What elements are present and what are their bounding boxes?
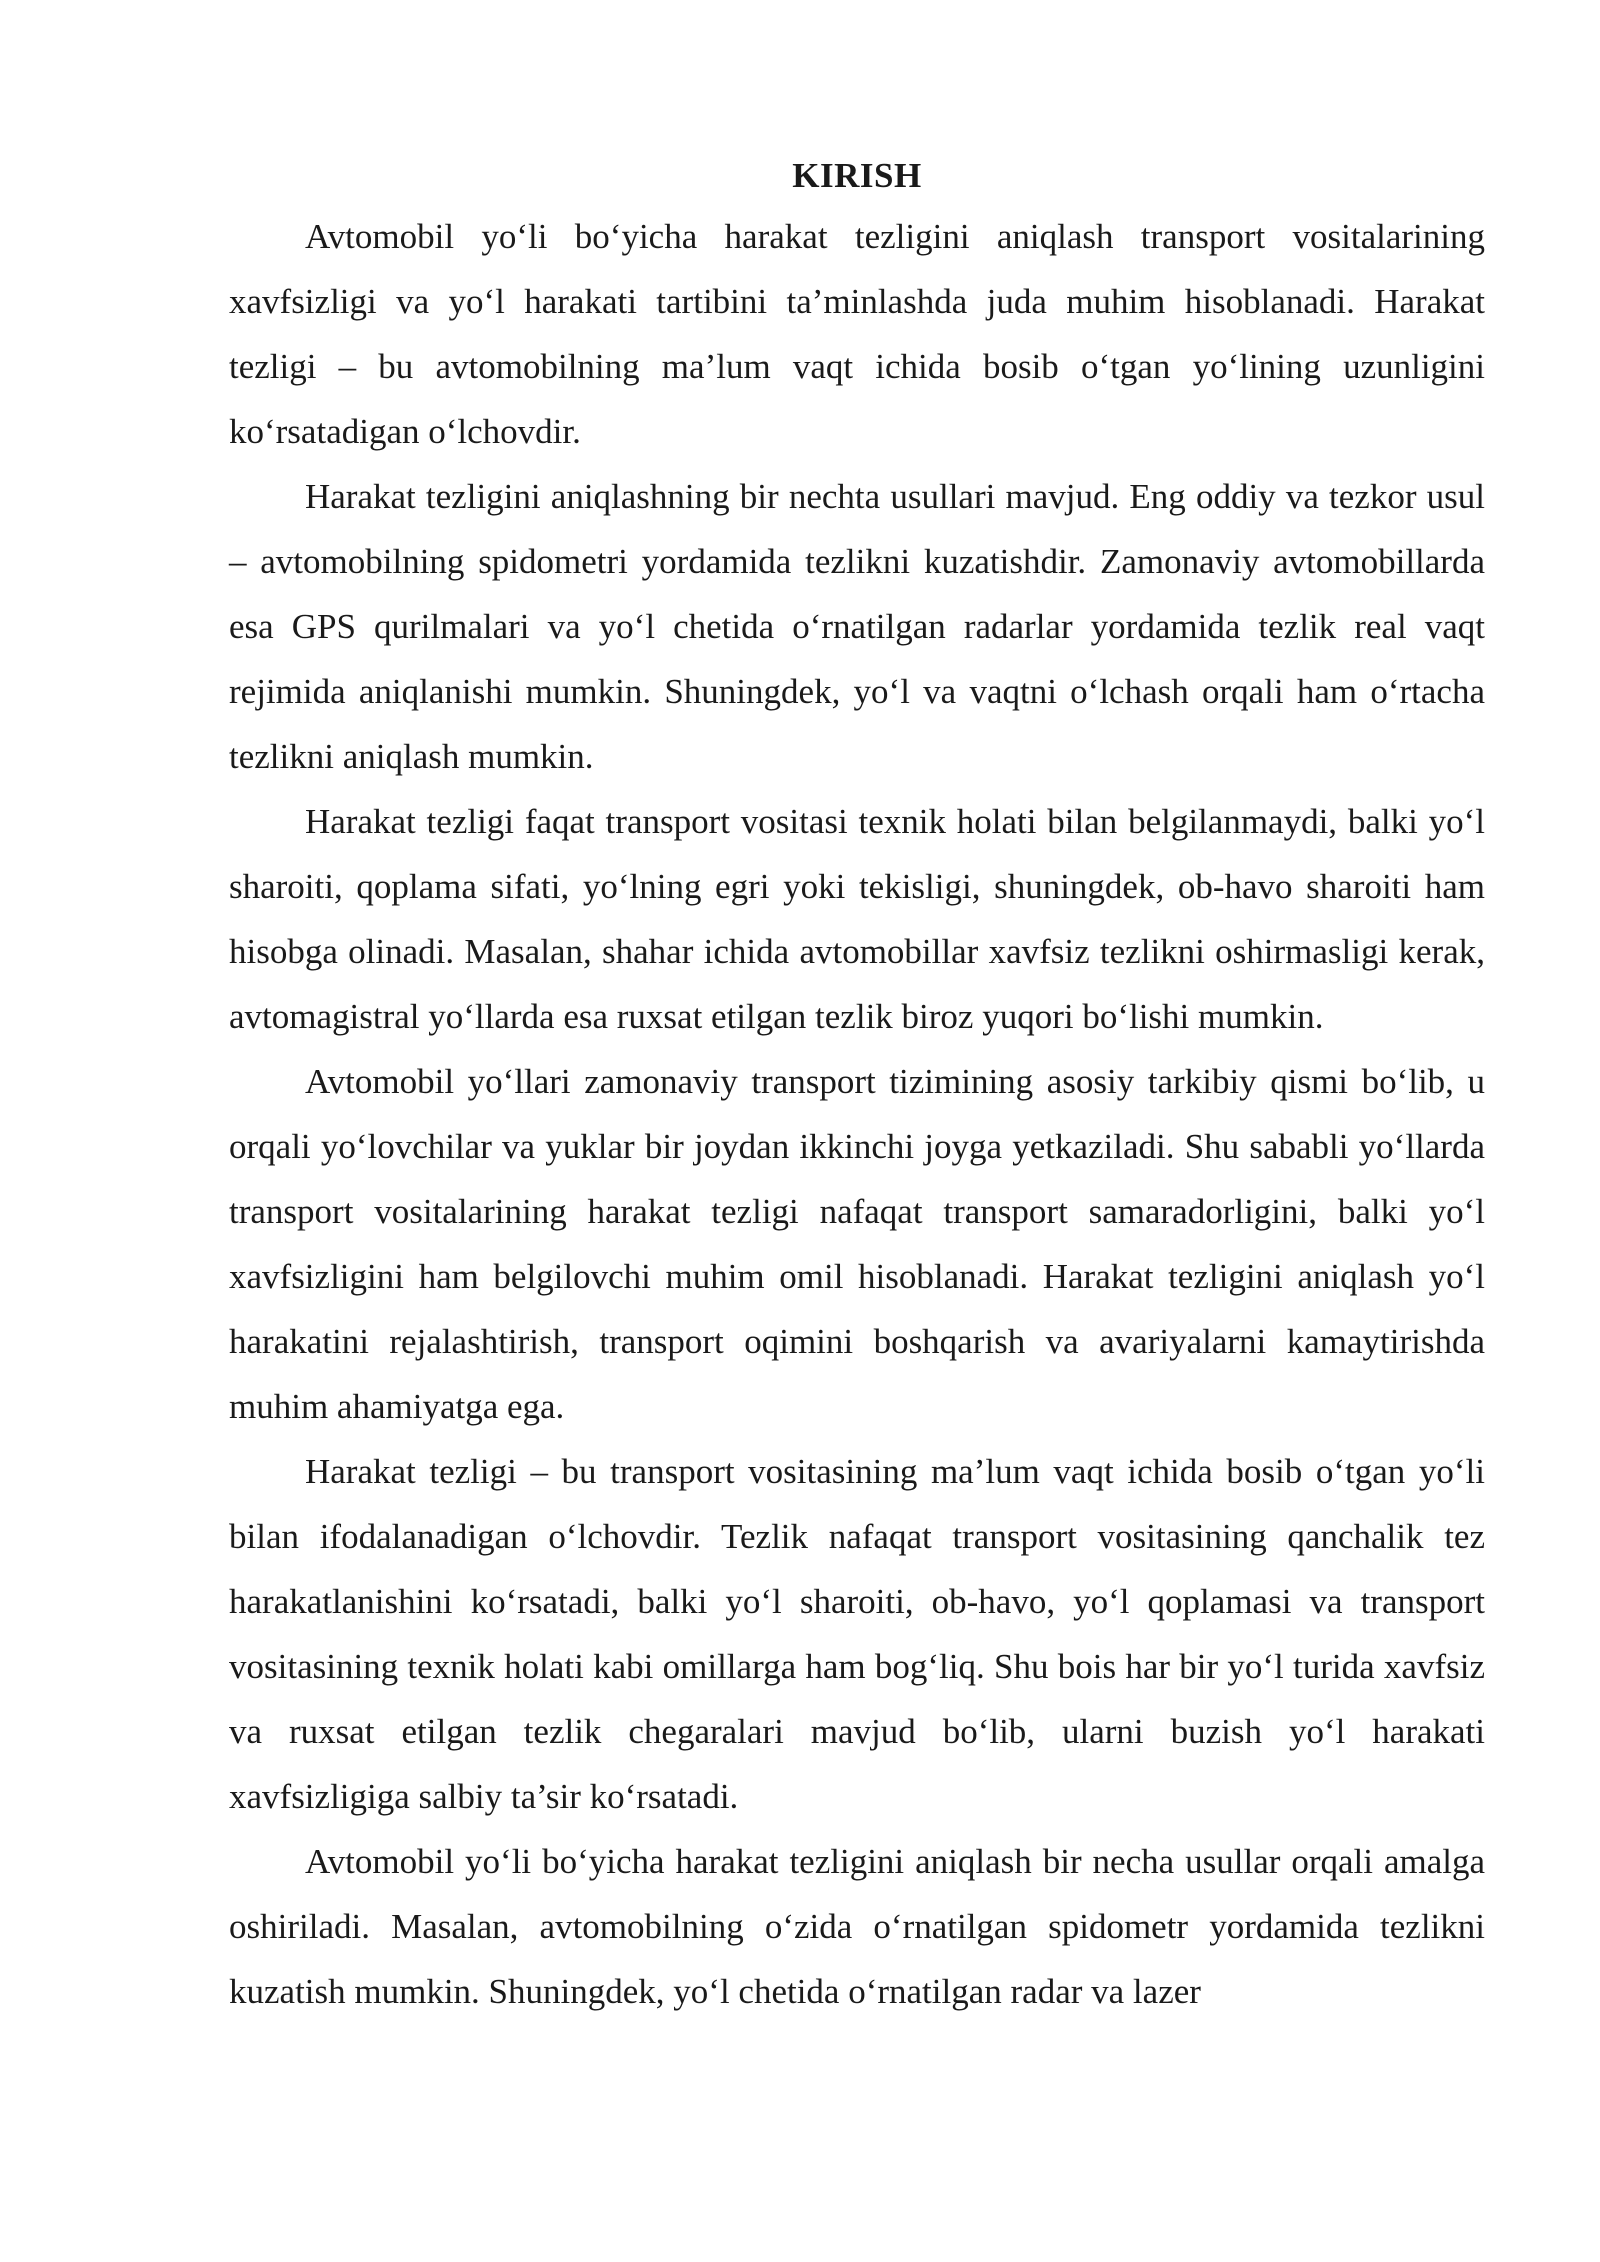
paragraph-3: Harakat tezligi faqat transport vositasi texnik holati bilan belgilanmaydi, balki yo‘l sharoiti, qoplama sifati, yo‘lning egri yoki tekisligi, shuningdek, ob-havo sharoiti ham hisobga olinadi. Masalan, shahar ichida avtomobillar xavfsiz tezlikni oshirmasligi kerak, avtomagistral yo‘llarda esa ruxsat etilgan tezlik biroz yuqori bo‘lishi mumkin.: [229, 802, 1485, 1036]
paragraph-6: Avtomobil yo‘li bo‘yicha harakat tezligini aniqlash bir necha usullar orqali amalga oshiriladi. Masalan, avtomobilning o‘zida o‘rnatilgan spidometr yordamida tezlikni kuzatish mumkin. Shuningdek, yo‘l chetida o‘rnatilgan radar va lazer: [229, 1842, 1485, 2011]
paragraph-2: Harakat tezligini aniqlashning bir nechta usullari mavjud. Eng oddiy va tezkor usul – avtomobilning spidometri yordamida tezlikni kuzatishdir. Zamonaviy avtomobillarda esa GPS qurilmalari va yo‘l chetida o‘rnatilgan radarlar yordamida tezlik real vaqt rejimida aniqlanishi mumkin. Shuningdek, yo‘l va vaqtni o‘lchash orqali ham o‘rtacha tezlikni aniqlash mumkin.: [229, 477, 1485, 776]
paragraph-4: Avtomobil yo‘llari zamonaviy transport tizimining asosiy tarkibiy qismi bo‘lib, u orqali yo‘lovchilar va yuklar bir joydan ikkinchi joyga yetkaziladi. Shu sababli yo‘llarda transport vositalarining harakat tezligi nafaqat transport samaradorligini, balki yo‘l xavfsizligini ham belgilovchi muhim omil hisoblanadi. Harakat tezligini aniqlash yo‘l harakatini rejalashtirish, transport oqimini boshqarish va avariyalarni kamaytirishda muhim ahamiyatga ega.: [229, 1062, 1485, 1426]
document-body: [229, 148, 1485, 2024]
paragraph-1: Avtomobil yo‘li bo‘yicha harakat tezligini aniqlash transport vositalarining xavfsizligi va yo‘l harakati tartibini ta’minlashda juda muhim hisoblanadi. Harakat tezligi – bu avtomobilning ma’lum vaqt ichida bosib o‘tgan yo‘lining uzunligini ko‘rsatadigan o‘lchovdir.: [229, 217, 1485, 451]
page-title: KIRISH: [792, 156, 922, 195]
paragraph-5: Harakat tezligi – bu transport vositasining ma’lum vaqt ichida bosib o‘tgan yo‘li bilan ifodalanadigan o‘lchovdir. Tezlik nafaqat transport vositasining qanchalik tez harakatlanishini ko‘rsatadi, balki yo‘l sharoiti, ob-havo, yo‘l qoplamasi va transport vositasining texnik holati kabi omillarga ham bog‘liq. Shu bois har bir yo‘l turida xavfsiz va ruxsat etilgan tezlik chegaralari mavjud bo‘lib, ularni buzish yo‘l harakati xavfsizligiga salbiy ta’sir ko‘rsatadi.: [229, 1452, 1485, 1816]
